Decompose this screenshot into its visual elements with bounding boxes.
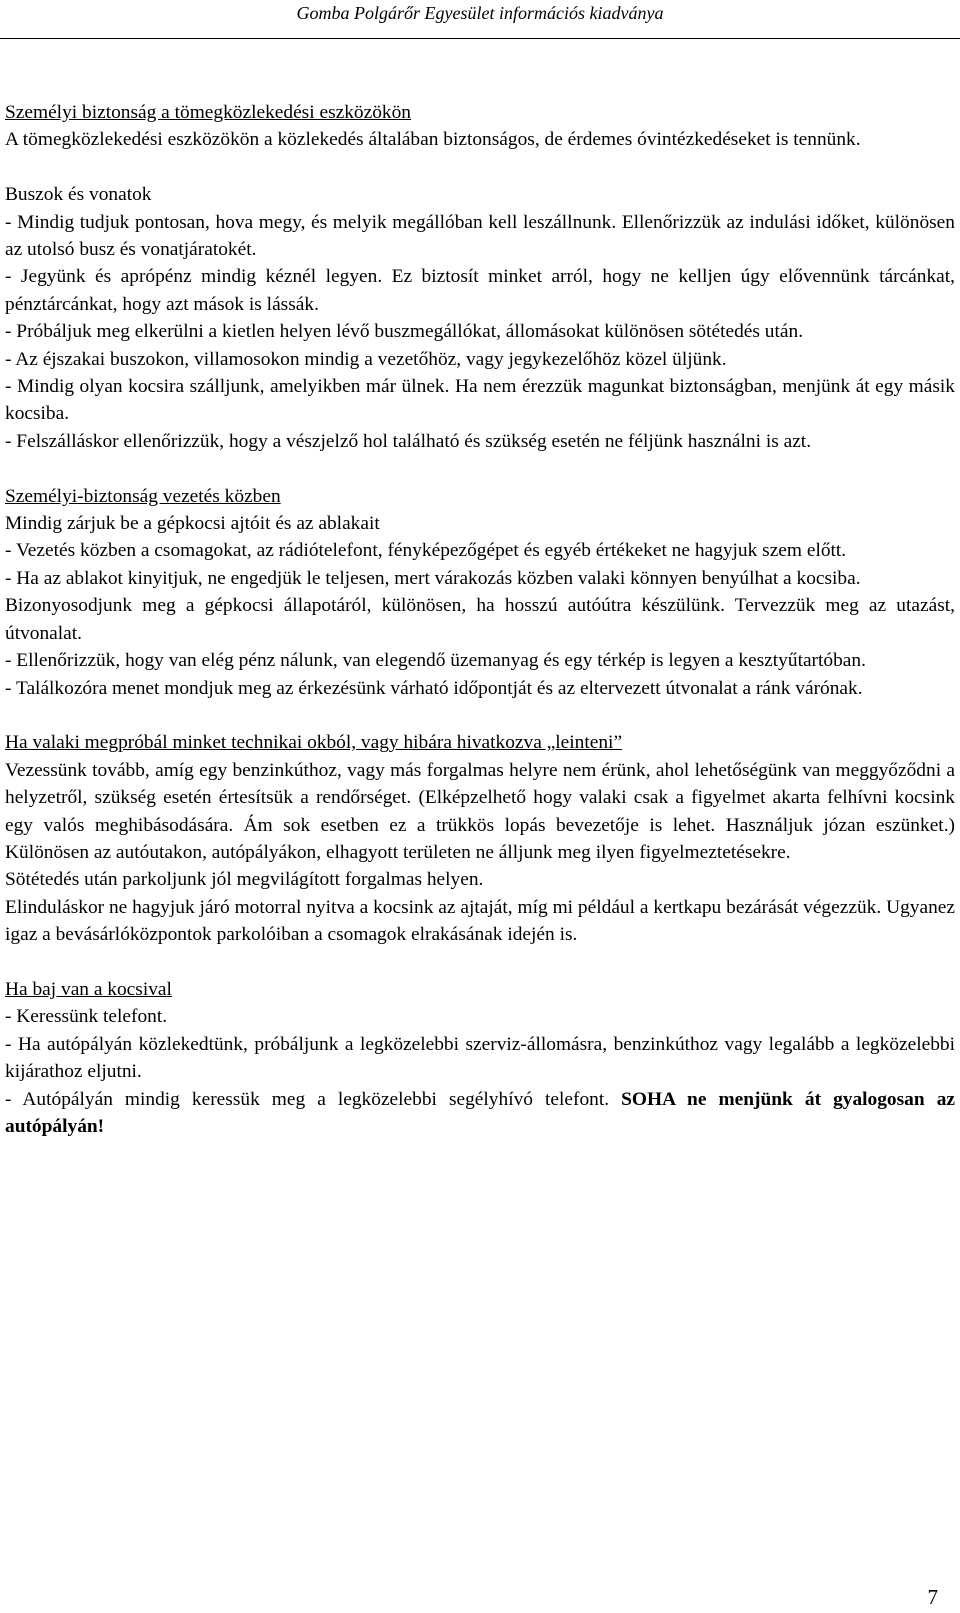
page-header xyxy=(0,0,960,38)
page-number: 7 xyxy=(927,1585,938,1609)
section-public-transport xyxy=(5,99,955,154)
paragraph: Elinduláskor ne hagyjuk járó motorral nyitva a kocsink az ajtaját, míg mi például a kertkapu bezárását végezzük. Ugyanez igaz a bevásárlóközpontok parkolóiban a csomagok elrakásának idején is. xyxy=(5,896,955,946)
paragraph: - Ha autópályán közlekedtünk, próbáljunk a legközelebbi szerviz-állomásra, benzinkúthoz vagy legalább a legközelebbi kijárathoz eljutni. xyxy=(5,1033,955,1083)
section-heading: Ha valaki megpróbál minket technikai okból, vagy hibára hivatkozva „leinteni” xyxy=(5,732,623,754)
paragraph: - Jegyünk és aprópénz mindig kéznél legyen. Ez biztosít minket arról, hogy ne kelljen úgy elővennünk tárcánkat, pénztárcánkat, hogy azt mások is lássák. xyxy=(5,266,955,315)
paragraph: - Keressünk telefont. xyxy=(5,1006,168,1028)
paragraph: - Vezetés közben a csomagokat, az rádiótelefont, fényképezőgépet és egyéb értékeket ne hagyjuk szem előtt. xyxy=(5,540,847,562)
paragraph: - Találkozóra menet mondjuk meg az érkezésünk várható időpontját és az eltervezett útvonalat a ránk várónak. xyxy=(5,677,863,699)
final-paragraph-text: - Autópályán mindig keressük meg a legközelebbi segélyhívó telefont. xyxy=(5,1088,610,1110)
section-heading: Buszok és vonatok xyxy=(5,184,152,206)
paragraph: - Mindig tudjuk pontosan, hova megy, és melyik megállóban kell leszállnunk. Ellenőrizzük az indulási időket, különösen az utolsó busz és vonatjáratokét. xyxy=(5,211,955,261)
paragraph: - Az éjszakai buszokon, villamosokon mindig a vezetőhöz, vagy jegykezelőhöz közel üljünk. xyxy=(5,348,727,370)
paragraph: A tömegközlekedési eszközökön a közlekedés általában biztonságos, de érdemes óvintézkedéseket is tennünk. xyxy=(5,129,861,151)
paragraph: - Ha az ablakot kinyitjuk, ne engedjük le teljesen, mert várakozás közben valaki könnyen benyúlhat a kocsiba. xyxy=(5,567,861,589)
header-divider xyxy=(0,38,960,39)
paragraph: Vezessünk tovább, amíg egy benzinkúthoz, vagy más forgalmas helyre nem érünk, ahol lehetőségünk van meggyőződni a helyzetről, szükség esetén értesítsük a rendőrséget. (Elképzelhető hogy valaki csak a figyelmet akarta felhívni kocsink egy valós meghibásodására. Ám sok esetben ez a trükkös lopás bevezetője is lehet. Használjuk józan eszünket.) Különösen az autóutakon, autópályákon, elhagyott területen ne álljunk meg ilyen figyelmeztetésekre. xyxy=(5,759,955,863)
header-title: Gomba Polgárőr Egyesület információs kiadványa xyxy=(296,3,664,23)
paragraph: Mindig zárjuk be a gépkocsi ajtóit és az ablakait xyxy=(5,513,380,535)
paragraph: - Próbáljuk meg elkerülni a kietlen helyen lévő buszmegállókat, állomásokat különösen sötétedés után. xyxy=(5,321,804,343)
final-paragraph xyxy=(5,1086,955,1141)
document-body xyxy=(5,99,955,1140)
section-driving-safety xyxy=(5,483,955,702)
section-car-trouble xyxy=(5,976,955,1140)
section-heading: Személyi biztonság a tömegközlekedési eszközökön xyxy=(5,102,412,123)
section-heading: Ha baj van a kocsival xyxy=(5,978,172,1000)
paragraph: - Felszálláskor ellenőrizzük, hogy a vészjelző hol található és szükség esetén ne féljünk használni is azt. xyxy=(5,430,812,452)
paragraph: Sötétedés után parkoljunk jól megvilágított forgalmas helyen. xyxy=(5,869,484,891)
paragraph: Bizonyosodjunk meg a gépkocsi állapotáról, különösen, ha hosszú autóútra készülünk. Tervezzük meg az utazást, útvonalat. xyxy=(5,595,955,644)
section-heading: Személyi-biztonság vezetés közben xyxy=(5,485,281,507)
section-buses-trains xyxy=(5,181,955,455)
warning-text: SOHA ne menjünk át gyalogosan az autópályán! xyxy=(5,1088,955,1137)
section-flagging-down xyxy=(5,729,955,948)
paragraph: - Mindig olyan kocsira szálljunk, amelyikben már ülnek. Ha nem érezzük magunkat biztonságban, menjünk át egy másik kocsiba. xyxy=(5,376,955,425)
paragraph: - Ellenőrizzük, hogy van elég pénz nálunk, van elegendő üzemanyag és egy térkép is legyen a kesztyűtartóban. xyxy=(5,650,866,672)
